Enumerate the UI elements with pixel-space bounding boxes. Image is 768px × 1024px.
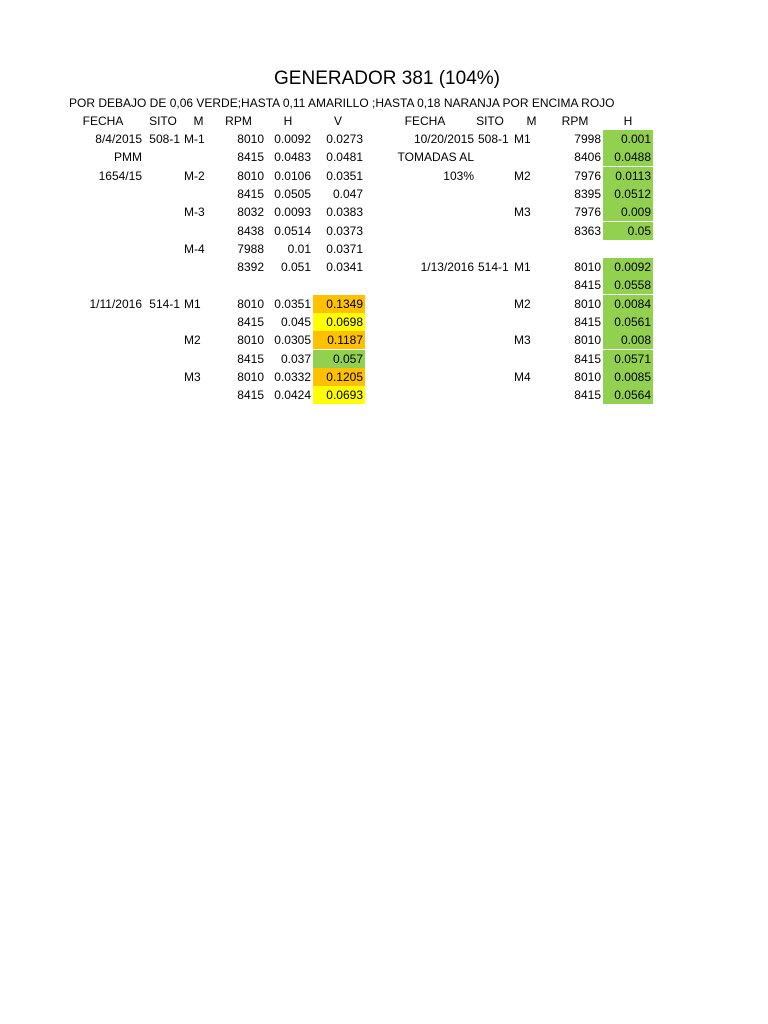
right-cell-h: 0.0488 — [603, 148, 653, 166]
sheet-title: GENERADOR 381 (104%) — [274, 68, 500, 89]
right-cell-rpm: 8363 — [574, 223, 601, 238]
left-cell-h: 0.01 — [287, 241, 311, 256]
right-cell-sito: 508-1 — [478, 132, 509, 146]
left-cell-rpm: 8392 — [237, 260, 264, 275]
right-cell-rpm: 8415 — [574, 351, 601, 366]
right-cell-m: M3 — [514, 205, 531, 220]
right-cell-rpm: 8415 — [574, 388, 601, 403]
right-cell-h: 0.0558 — [603, 276, 653, 294]
right-cell-h: 0.0085 — [603, 368, 653, 386]
right-cell-rpm: 7998 — [574, 132, 601, 146]
left-cell-fecha: PMM — [114, 150, 142, 165]
right-cell-rpm: 7976 — [574, 205, 601, 220]
right-cell-h: 0.0092 — [603, 258, 653, 276]
left-cell-v: 0.0351 — [326, 168, 363, 183]
left-cell-rpm: 8010 — [237, 132, 264, 146]
right-cell-m: M4 — [514, 369, 531, 384]
left-cell-v: 0.1205 — [313, 368, 365, 386]
left-header-rpm: RPM — [225, 114, 252, 128]
right-cell-rpm: 8010 — [574, 333, 601, 348]
left-cell-h: 0.0514 — [274, 223, 311, 238]
left-cell-rpm: 8415 — [237, 186, 264, 201]
right-cell-h: 0.009 — [603, 203, 653, 221]
right-cell-h: 0.0571 — [603, 350, 653, 368]
left-cell-rpm: 8010 — [237, 333, 264, 348]
left-cell-v: 0.057 — [313, 350, 365, 368]
left-cell-m: M-2 — [184, 168, 205, 183]
right-cell-rpm: 8010 — [574, 296, 601, 311]
left-cell-v: 0.0383 — [326, 205, 363, 220]
right-cell-fecha: 10/20/2015 — [413, 132, 474, 146]
left-cell-m: M1 — [184, 296, 201, 311]
left-cell-h: 0.0106 — [274, 168, 311, 183]
left-cell-h: 0.0305 — [274, 333, 311, 348]
left-cell-h: 0.051 — [280, 260, 311, 275]
left-cell-v: 0.0481 — [326, 150, 363, 165]
right-cell-fecha: 103% — [443, 168, 474, 183]
left-cell-v: 0.0341 — [326, 260, 363, 275]
left-cell-m: M2 — [184, 333, 201, 348]
left-cell-rpm: 8415 — [237, 315, 264, 329]
right-cell-rpm: 8415 — [574, 278, 601, 293]
right-cell-h: 0.0564 — [603, 386, 653, 404]
right-header-sito: SITO — [476, 114, 504, 128]
left-cell-fecha: 8/4/2015 — [95, 132, 142, 146]
left-cell-rpm: 8415 — [237, 150, 264, 165]
left-cell-rpm: 8438 — [237, 223, 264, 238]
left-cell-fecha: 1/11/2016 — [89, 296, 142, 311]
left-cell-rpm: 8010 — [237, 168, 264, 183]
left-cell-v: 0.0371 — [326, 241, 363, 256]
left-header-sito: SITO — [149, 114, 177, 128]
left-cell-m: M-1 — [184, 132, 205, 146]
left-cell-v: 0.0273 — [326, 132, 363, 146]
left-cell-v: 0.0693 — [313, 386, 365, 404]
left-cell-rpm: 8010 — [237, 296, 264, 311]
left-cell-h: 0.0505 — [274, 186, 311, 201]
right-header-h: H — [623, 114, 633, 128]
left-cell-v: 0.0373 — [326, 223, 363, 238]
left-cell-h: 0.037 — [280, 351, 311, 366]
left-cell-v: 0.1187 — [313, 331, 365, 349]
right-cell-rpm: 8406 — [574, 150, 601, 165]
right-cell-rpm: 8010 — [574, 369, 601, 384]
left-cell-m: M-4 — [184, 241, 205, 256]
left-cell-h: 0.0351 — [274, 296, 311, 311]
right-cell-fecha: 1/13/2016 — [420, 260, 474, 275]
right-cell-m: M2 — [514, 296, 531, 311]
left-cell-h: 0.0092 — [274, 132, 311, 146]
left-header-v: V — [333, 114, 342, 128]
left-cell-rpm: 8415 — [237, 351, 264, 366]
left-cell-h: 0.0093 — [274, 205, 311, 220]
right-cell-sito: 514-1 — [478, 260, 509, 275]
left-cell-rpm: 8032 — [237, 205, 264, 220]
right-cell-m: M3 — [514, 333, 531, 348]
right-cell-h: 0.0084 — [603, 295, 653, 313]
right-cell-rpm: 8010 — [574, 260, 601, 275]
right-cell-h: 0.008 — [603, 331, 653, 349]
left-cell-sito: 514-1 — [149, 296, 180, 311]
left-cell-h: 0.045 — [280, 315, 311, 329]
right-header-fecha: FECHA — [404, 114, 446, 128]
left-cell-m: M3 — [184, 369, 201, 384]
right-cell-rpm: 8395 — [574, 186, 601, 201]
right-cell-rpm: 8415 — [574, 315, 601, 329]
left-cell-rpm: 7988 — [237, 241, 264, 256]
left-header-h: H — [283, 114, 293, 128]
left-cell-m: M-3 — [184, 205, 205, 220]
right-cell-fecha: TOMADAS AL — [397, 150, 474, 165]
left-cell-rpm: 8415 — [237, 388, 264, 403]
right-cell-h: 0.05 — [603, 222, 653, 240]
right-cell-h: 0.0113 — [603, 167, 653, 185]
right-cell-h: 0.0512 — [603, 185, 653, 203]
right-cell-h: 0.001 — [603, 130, 653, 148]
right-cell-h: 0.0561 — [603, 313, 653, 331]
left-cell-v: 0.047 — [332, 186, 363, 201]
right-cell-m: M1 — [514, 260, 531, 275]
left-cell-fecha: 1654/15 — [98, 168, 142, 183]
right-cell-rpm: 7976 — [574, 168, 601, 183]
left-cell-v: 0.1349 — [313, 295, 365, 313]
left-cell-h: 0.0424 — [274, 388, 311, 403]
left-cell-sito: 508-1 — [149, 132, 180, 146]
right-header-m: M — [526, 114, 537, 128]
left-cell-v: 0.0698 — [313, 313, 365, 331]
left-cell-h: 0.0332 — [274, 369, 311, 384]
left-header-fecha: FECHA — [82, 114, 124, 128]
left-cell-h: 0.0483 — [274, 150, 311, 165]
right-cell-m: M2 — [514, 168, 531, 183]
right-header-rpm: RPM — [561, 114, 589, 128]
right-cell-m: M1 — [514, 132, 531, 146]
color-legend-note: POR DEBAJO DE 0,06 VERDE;HASTA 0,11 AMARILLO ;HASTA 0,18 NARANJA POR ENCIMA ROJO — [69, 96, 615, 110]
left-header-m: M — [193, 114, 204, 128]
left-cell-rpm: 8010 — [237, 369, 264, 384]
